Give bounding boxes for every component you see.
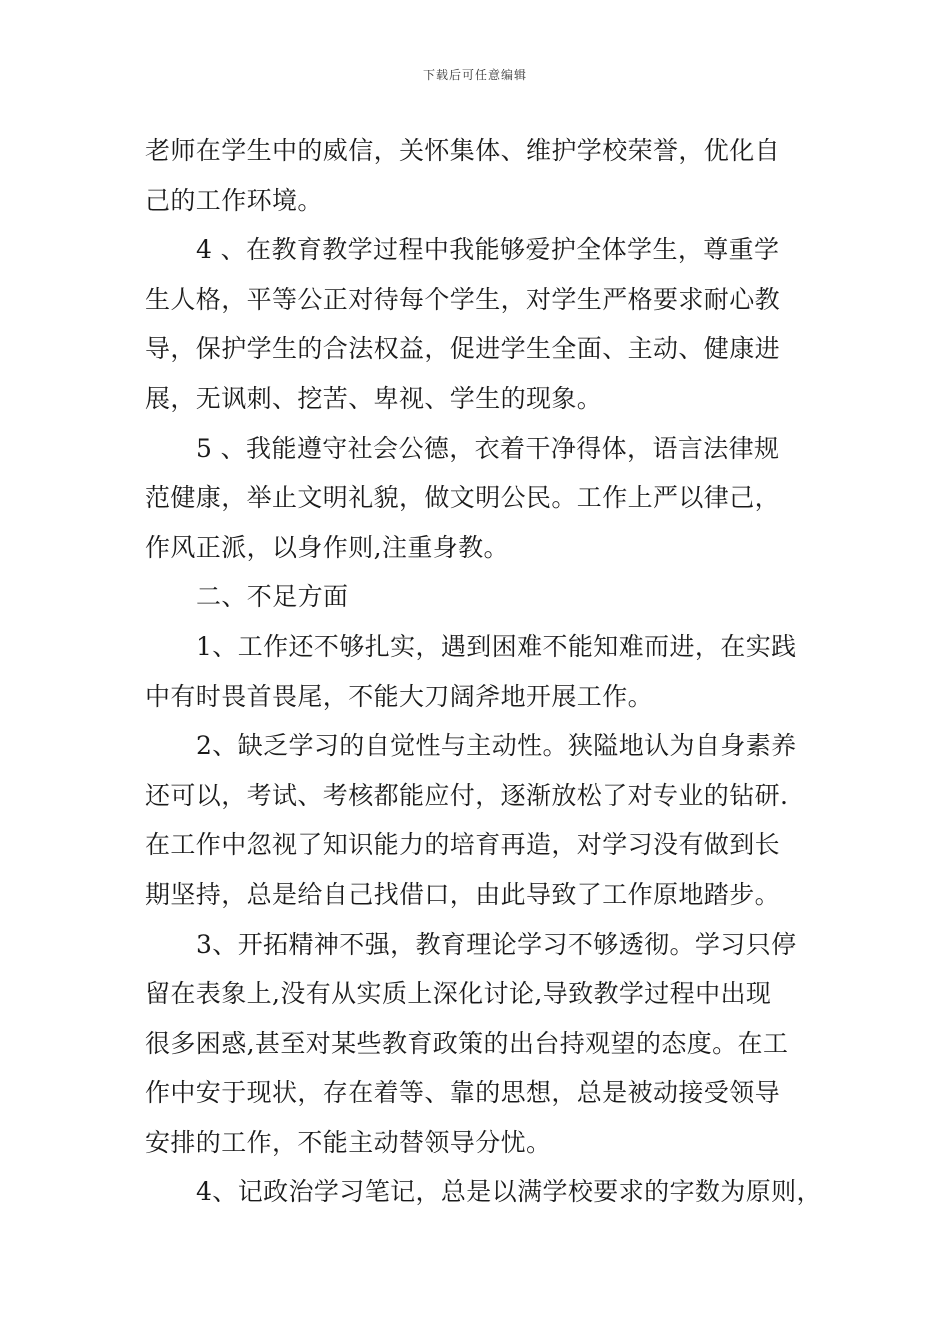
text-line: 还可以，考试、考核都能应付，逐渐放松了对专业的钻研. [145,780,789,810]
text-line: 在工作中忽视了知识能力的培育再造，对学习没有做到长 [145,830,781,860]
text-line: 老师在学生中的威信，关怀集体、维护学校荣誉，优化自 [145,136,781,165]
text-line: 5 、我能遵守社会公德，衣着干净得体，语言法律规 [196,433,780,463]
text-line: 生人格，平等公正对待每个学生，对学生严格要求耐心教 [145,284,781,314]
text-line: 3、开拓精神不强，教育理论学习不够透彻。学习只停 [196,929,797,959]
text-line: 4 、在教育教学过程中我能够爱护全体学生，尊重学 [196,235,780,265]
text-line: 期坚持，总是给自己找借口，由此导致了工作原地踏步。 [145,879,781,909]
text-line: 二、不足方面 [196,582,349,612]
text-line: 中有时畏首畏尾，不能大刀阔斧地开展工作。 [145,681,654,711]
text-line: 2、缺乏学习的自觉性与主动性。狭隘地认为自身素养 [196,731,797,761]
text-line: 安排的工作，不能主动替领导分忧。 [145,1127,552,1157]
text-line: 很多困惑,甚至对某些教育政策的出台持观望的态度。在工 [145,1028,789,1058]
text-line: 作中安于现状，存在着等、靠的思想，总是被动接受领导 [145,1078,781,1108]
document-body [145,126,835,1217]
text-line: 己的工作环境。 [145,185,323,215]
text-line: 作风正派，以身作则,注重身教。 [145,532,509,562]
text-line: 留在表象上,没有从实质上深化讨论,导致教学过程中出现 [145,979,772,1009]
page-header: 下载后可任意编辑 [422,68,527,82]
text-line: 导，保护学生的合法权益，促进学生全面、主动、健康进 [145,334,781,364]
text-line: 4、记政治学习笔记，总是以满学校要求的字数为原则， [196,1177,822,1207]
text-line: 范健康，举止文明礼貌，做文明公民。工作上严以律己， [145,483,781,513]
text-line: 展，无讽刺、挖苦、卑视、学生的现象。 [145,383,603,413]
text-line: 1、工作还不够扎实，遇到困难不能知难而进，在实践 [196,631,797,661]
